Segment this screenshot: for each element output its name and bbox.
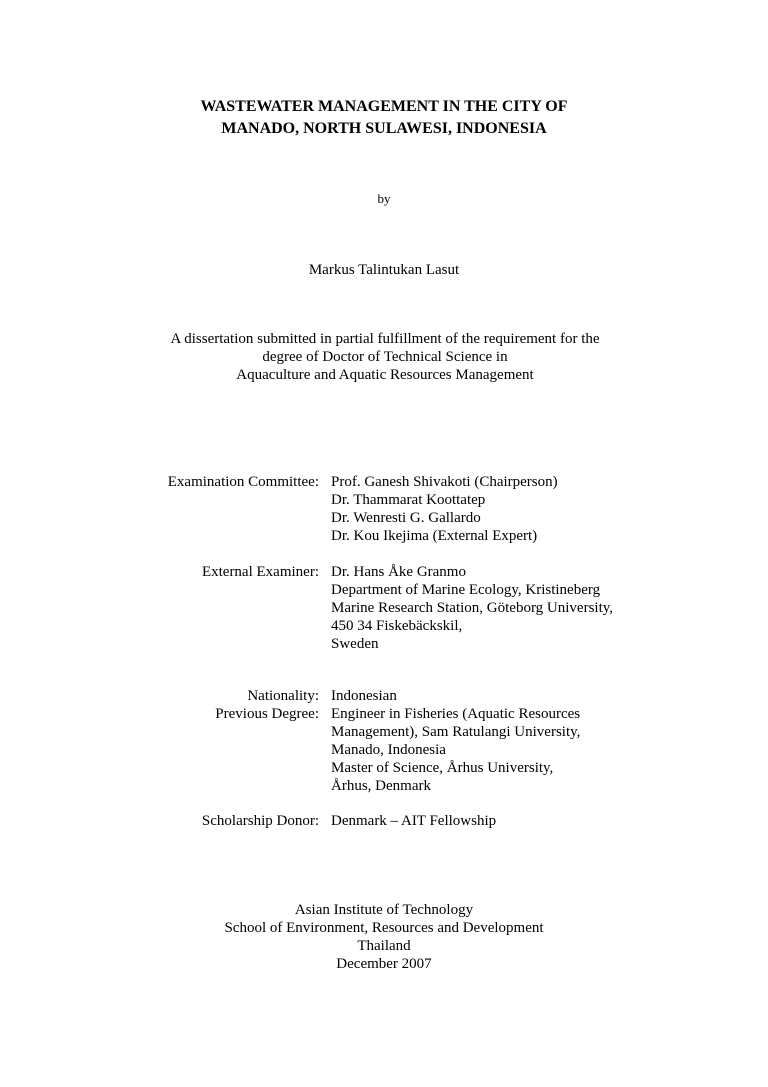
- school-name: School of Environment, Resources and Development: [224, 920, 544, 936]
- external-examiner-line: 450 34 Fiskebäckskil,: [331, 618, 463, 634]
- scholarship-donor-label: Scholarship Donor:: [201, 813, 319, 829]
- examination-committee-label: Examination Committee:: [167, 474, 319, 490]
- previous-degree-label: Previous Degree:: [215, 706, 319, 722]
- committee-member: Dr. Thammarat Koottatep: [331, 492, 486, 508]
- dissertation-line-3: Aquaculture and Aquatic Resources Management: [236, 367, 534, 383]
- dissertation-line-2: degree of Doctor of Technical Science in: [262, 349, 508, 365]
- previous-degree-line: Management), Sam Ratulangi University,: [331, 724, 581, 740]
- external-examiner-details: [331, 563, 631, 653]
- nationality-value: Indonesian: [331, 688, 397, 704]
- date: December 2007: [336, 956, 432, 972]
- scholarship-donor-value: Denmark – AIT Fellowship: [331, 813, 497, 829]
- previous-degree-line: Master of Science, Århus University,: [331, 760, 554, 776]
- dissertation-title: [160, 96, 608, 140]
- by-text: by: [377, 191, 391, 206]
- external-examiner-line: Sweden: [331, 636, 379, 652]
- institution-name: Asian Institute of Technology: [294, 902, 474, 918]
- committee-member: Dr. Kou Ikejima (External Expert): [331, 528, 538, 544]
- previous-degree-details: [331, 705, 631, 795]
- external-examiner-line: Department of Marine Ecology, Kristineberg: [331, 582, 601, 598]
- committee-member: Dr. Wenresti G. Gallardo: [331, 510, 481, 526]
- previous-degree-line: Engineer in Fisheries (Aquatic Resources: [331, 706, 581, 722]
- institution-footer: [160, 901, 608, 973]
- country: Thailand: [357, 938, 411, 954]
- committee-member: Prof. Ganesh Shivakoti (Chairperson): [331, 474, 558, 490]
- title-line-1: WASTEWATER MANAGEMENT IN THE CITY OF: [200, 98, 568, 115]
- scholarship-value-box: [331, 812, 631, 830]
- dissertation-statement: [162, 330, 608, 384]
- author-name: Markus Talintukan Lasut: [308, 262, 460, 278]
- external-examiner-label: External Examiner:: [201, 564, 319, 580]
- dissertation-line-1: A dissertation submitted in partial fulfillment of the requirement for the: [170, 331, 600, 347]
- nationality-label: Nationality:: [247, 688, 319, 704]
- nationality-value-box: [331, 687, 631, 705]
- external-examiner-line: Marine Research Station, Göteborg University,: [331, 600, 614, 616]
- previous-degree-line: Århus, Denmark: [331, 778, 431, 794]
- previous-degree-line: Manado, Indonesia: [331, 742, 446, 758]
- title-line-2: MANADO, NORTH SULAWESI, INDONESIA: [221, 120, 547, 137]
- external-examiner-line: Dr. Hans Åke Granmo: [331, 564, 466, 580]
- examination-committee-members: [331, 473, 631, 545]
